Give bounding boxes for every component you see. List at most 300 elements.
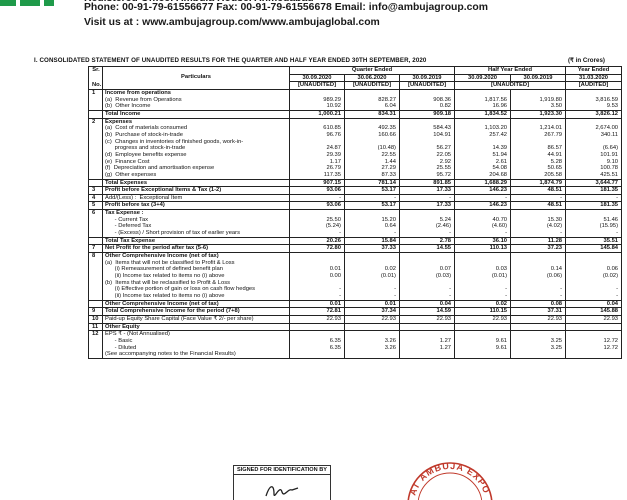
row-value: 145.88 [566, 308, 622, 316]
row-sr-no [89, 273, 103, 280]
row-value: 5.24 [400, 217, 455, 224]
table-row [89, 97, 622, 104]
row-value: 891.85 [400, 179, 455, 187]
table-row [89, 89, 622, 96]
row-value: 145.84 [566, 245, 622, 253]
row-sr-no [89, 237, 103, 245]
row-value [345, 253, 400, 260]
table-row [89, 217, 622, 224]
row-value: 1,000.21 [290, 110, 345, 118]
row-value: 1,874.79 [511, 179, 566, 187]
row-value [455, 331, 511, 338]
row-particulars: Expenses [103, 118, 290, 125]
row-sr-no [89, 110, 103, 118]
row-particulars: - Current Tax [103, 217, 290, 224]
row-value: - [345, 286, 400, 293]
row-particulars: Profit before Exceptional Items & Tax (1-2) [103, 187, 290, 195]
signature-mark [262, 478, 302, 500]
row-value: 3.25 [511, 338, 566, 345]
row-value [511, 331, 566, 338]
row-value: 3,816.59 [566, 97, 622, 104]
row-value [290, 323, 345, 331]
row-particulars: (i) Remeasurement of defined benefit plan [103, 266, 290, 273]
row-sr-no [89, 159, 103, 166]
row-value: 72.81 [290, 308, 345, 316]
table-row [89, 315, 622, 323]
row-value: 3.26 [345, 338, 400, 345]
letterhead [84, 0, 564, 30]
row-value [345, 118, 400, 125]
row-value: (0.01) [345, 273, 400, 280]
row-value [290, 351, 345, 358]
table-row [89, 323, 622, 331]
header-row-2 [89, 74, 622, 82]
row-value: 0.01 [290, 266, 345, 273]
row-value: 0.06 [566, 266, 622, 273]
col-date: 30.06.2020 [345, 74, 400, 82]
table-row [89, 152, 622, 159]
row-sr-no [89, 286, 103, 293]
row-value: 907.15 [290, 179, 345, 187]
row-value [511, 89, 566, 96]
table-row [89, 159, 622, 166]
row-value [290, 139, 345, 146]
row-particulars: Paid-up Equity Share Capital (Face Value ₹ 2/- per share) [103, 315, 290, 323]
row-value [345, 351, 400, 358]
col-status: [UNAUDITED] [345, 82, 400, 90]
row-particulars: (b) Purchase of stock-in-trade [103, 132, 290, 139]
col-quarter-ended: Quarter Ended [290, 67, 455, 75]
row-sr-no [89, 230, 103, 237]
col-date: 31.03.2020 [566, 74, 622, 82]
row-value: 10.92 [290, 103, 345, 110]
row-sr-no: 9 [89, 308, 103, 316]
row-value [455, 260, 511, 267]
table-row [89, 308, 622, 316]
row-value: (0.03) [400, 273, 455, 280]
row-value: 51.46 [566, 217, 622, 224]
row-value: 0.07 [400, 266, 455, 273]
row-particulars: (a) Revenue from Operations [103, 97, 290, 104]
row-value: 181.35 [566, 202, 622, 210]
row-value [455, 323, 511, 331]
row-value: 15.30 [511, 217, 566, 224]
stamp-label: SIGNED FOR IDENTIFICATION BY [234, 466, 330, 475]
table-row [89, 245, 622, 253]
row-particulars: (g) Other expenses [103, 172, 290, 179]
row-value: 1,923.30 [511, 110, 566, 118]
row-value: 610.85 [290, 125, 345, 132]
results-table [88, 66, 622, 359]
company-seal [400, 455, 500, 500]
row-value: 0.04 [400, 300, 455, 308]
row-value: 51.94 [455, 152, 511, 159]
row-particulars: (See accompanying notes to the Financial Results) [103, 351, 290, 358]
row-value: 37.34 [345, 308, 400, 316]
letterhead-website: Visit us at : www.ambujagroup.com/www.ambujaglobal.com [84, 17, 380, 28]
row-value: 93.06 [290, 187, 345, 195]
row-value: - [566, 293, 622, 300]
row-value: 36.10 [455, 237, 511, 245]
row-value: - [345, 194, 400, 202]
table-row [89, 338, 622, 345]
row-value: (5.24) [290, 223, 345, 230]
row-value [400, 280, 455, 287]
row-sr-no [89, 172, 103, 179]
row-value: 14.39 [455, 145, 511, 152]
row-value: - [511, 230, 566, 237]
row-value: 0.02 [455, 300, 511, 308]
row-particulars: - Deferred Tax [103, 223, 290, 230]
row-value: (0.06) [511, 273, 566, 280]
row-value: 104.91 [400, 132, 455, 139]
row-value: 15.20 [345, 217, 400, 224]
row-value [400, 139, 455, 146]
row-value: 22.55 [345, 152, 400, 159]
row-value: 1,817.56 [455, 97, 511, 104]
row-value: 93.06 [290, 202, 345, 210]
row-sr-no [89, 165, 103, 172]
col-no-label: No. [89, 82, 103, 90]
table-row [89, 179, 622, 187]
row-sr-no: 7 [89, 245, 103, 253]
row-value: 340.11 [566, 132, 622, 139]
table-row [89, 145, 622, 152]
table-row [89, 132, 622, 139]
row-particulars: Total Tax Expense [103, 237, 290, 245]
row-particulars: Profit before tax (3+4) [103, 202, 290, 210]
row-value: 37.31 [511, 308, 566, 316]
row-value: - [511, 194, 566, 202]
row-sr-no [89, 345, 103, 352]
row-value: 909.18 [400, 110, 455, 118]
table-row [89, 230, 622, 237]
row-value [400, 89, 455, 96]
row-sr-no: 4 [89, 194, 103, 202]
row-sr-no: 1 [89, 89, 103, 96]
table-row [89, 345, 622, 352]
row-value: 48.51 [511, 202, 566, 210]
row-value [511, 210, 566, 217]
row-value [455, 89, 511, 96]
row-value: 828.27 [345, 97, 400, 104]
row-value [400, 351, 455, 358]
row-value [290, 280, 345, 287]
row-sr-no [89, 132, 103, 139]
row-value: 100.78 [566, 165, 622, 172]
row-sr-no [89, 103, 103, 110]
row-particulars: EPS ₹ - (Not Annualised) [103, 331, 290, 338]
row-sr-no: 11 [89, 323, 103, 331]
row-value: - [455, 286, 511, 293]
row-value: - [400, 293, 455, 300]
row-value [400, 253, 455, 260]
row-value: 1,919.80 [511, 97, 566, 104]
row-value: 267.79 [511, 132, 566, 139]
table-row [89, 194, 622, 202]
row-value: 146.23 [455, 202, 511, 210]
row-value: 96.76 [290, 132, 345, 139]
row-sr-no [89, 266, 103, 273]
row-value: 22.93 [290, 315, 345, 323]
row-value: 48.51 [511, 187, 566, 195]
row-value: (15.95) [566, 223, 622, 230]
row-value: 50.65 [511, 165, 566, 172]
row-value [290, 210, 345, 217]
row-value [511, 351, 566, 358]
row-value [511, 139, 566, 146]
row-sr-no: 8 [89, 253, 103, 260]
row-value: 0.14 [511, 266, 566, 273]
row-particulars: (ii) Income tax related to items no (i) above [103, 293, 290, 300]
row-particulars: - Basic [103, 338, 290, 345]
row-value [345, 210, 400, 217]
row-particulars: - (Excess) / Short provision of tax of earlier years [103, 230, 290, 237]
row-value: - [345, 230, 400, 237]
row-value [290, 89, 345, 96]
table-row [89, 118, 622, 125]
row-particulars: Add/(Less) : Exceptional Item [103, 194, 290, 202]
row-value [511, 118, 566, 125]
row-value: - [290, 194, 345, 202]
table-row [89, 187, 622, 195]
row-value: 0.00 [290, 273, 345, 280]
col-half-year-ended: Half Year Ended [455, 67, 566, 75]
table-row [89, 223, 622, 230]
row-particulars: - Diluted [103, 345, 290, 352]
company-logo-fragment [0, 0, 56, 8]
row-sr-no [89, 125, 103, 132]
row-value: 3.26 [345, 345, 400, 352]
row-value: 1,688.29 [455, 179, 511, 187]
table-row [89, 293, 622, 300]
row-value: - [511, 293, 566, 300]
row-value: 5.28 [511, 159, 566, 166]
row-sr-no [89, 152, 103, 159]
row-particulars: Tax Expense : [103, 210, 290, 217]
table-row [89, 286, 622, 293]
row-value: 117.35 [290, 172, 345, 179]
row-sr-no [89, 179, 103, 187]
row-value [345, 139, 400, 146]
row-value: 37.23 [511, 245, 566, 253]
row-value: 2,674.00 [566, 125, 622, 132]
row-value: 1,214.01 [511, 125, 566, 132]
row-value: 22.93 [566, 315, 622, 323]
row-value: 834.31 [345, 110, 400, 118]
row-value: 53.17 [345, 187, 400, 195]
row-value: 908.36 [400, 97, 455, 104]
row-value [566, 253, 622, 260]
row-value [566, 210, 622, 217]
row-value [566, 89, 622, 96]
row-value: 101.91 [566, 152, 622, 159]
row-sr-no [89, 260, 103, 267]
row-value: 54.08 [455, 165, 511, 172]
row-value: 257.42 [455, 132, 511, 139]
row-value: 16.96 [455, 103, 511, 110]
units-note: (₹ in Crores) [568, 57, 605, 64]
row-sr-no [89, 300, 103, 308]
col-year-ended: Year Ended [566, 67, 622, 75]
col-status: [UNAUDITED] [400, 82, 455, 90]
row-value [345, 323, 400, 331]
row-value: 0.02 [345, 266, 400, 273]
table-row [89, 266, 622, 273]
row-value: 14.59 [400, 308, 455, 316]
row-value: 22.93 [345, 315, 400, 323]
row-sr-no: 10 [89, 315, 103, 323]
row-value: 3.50 [511, 103, 566, 110]
row-particulars: Other Comprehensive Income (net of tax) [103, 253, 290, 260]
row-value [400, 331, 455, 338]
row-value: 3,644.77 [566, 179, 622, 187]
row-value: 40.70 [455, 217, 511, 224]
row-value: (6.64) [566, 145, 622, 152]
col-date: 30.09.2019 [400, 74, 455, 82]
row-value [566, 331, 622, 338]
row-value [455, 280, 511, 287]
row-value: - [345, 293, 400, 300]
row-sr-no [89, 338, 103, 345]
row-value: 1.17 [290, 159, 345, 166]
row-value [455, 253, 511, 260]
row-value [290, 118, 345, 125]
row-value: 2.92 [400, 159, 455, 166]
row-particulars: (f) Depreciation and amortisation expense [103, 165, 290, 172]
row-value: 86.57 [511, 145, 566, 152]
table-row [89, 280, 622, 287]
row-value: 110.15 [455, 308, 511, 316]
row-value: 22.05 [400, 152, 455, 159]
row-value: 25.55 [400, 165, 455, 172]
row-value [511, 253, 566, 260]
row-sr-no: 6 [89, 210, 103, 217]
table-row [89, 300, 622, 308]
row-sr-no [89, 139, 103, 146]
row-particulars: (a) Cost of materials consumed [103, 125, 290, 132]
row-particulars: (i) Effective portion of gain or loss on cash flow hedges [103, 286, 290, 293]
row-sr-no [89, 351, 103, 358]
table-row [89, 331, 622, 338]
row-value: 1.27 [400, 338, 455, 345]
table-row [89, 165, 622, 172]
row-particulars: Total Expenses [103, 179, 290, 187]
row-sr-no [89, 293, 103, 300]
row-value: 53.17 [345, 202, 400, 210]
row-value: (0.02) [566, 273, 622, 280]
row-value: 12.72 [566, 338, 622, 345]
row-value [400, 323, 455, 331]
row-value: - [455, 230, 511, 237]
row-value: 3.25 [511, 345, 566, 352]
row-particulars: Net Profit for the period after tax (5-6) [103, 245, 290, 253]
row-value [566, 260, 622, 267]
table-row [89, 172, 622, 179]
row-sr-no: 5 [89, 202, 103, 210]
row-sr-no [89, 223, 103, 230]
row-value: 9.61 [455, 345, 511, 352]
row-value: - [566, 230, 622, 237]
row-particulars: Income from operations [103, 89, 290, 96]
row-value [345, 89, 400, 96]
row-value [511, 260, 566, 267]
row-value [455, 351, 511, 358]
row-value: 17.33 [400, 187, 455, 195]
col-sr-label: Sr. [89, 67, 103, 75]
row-value: 1,834.52 [455, 110, 511, 118]
svg-text:AT AMBUJA EXPO: AT AMBUJA EXPO [407, 460, 493, 497]
row-particulars: (c) Changes in inventories of finished goods, work-in- [103, 139, 290, 146]
row-value: 9.53 [566, 103, 622, 110]
row-value: 14.55 [400, 245, 455, 253]
row-value: - [400, 230, 455, 237]
row-sr-no [89, 217, 103, 224]
row-value: 17.33 [400, 202, 455, 210]
row-value: 56.27 [400, 145, 455, 152]
row-value: 15.84 [345, 237, 400, 245]
row-value [345, 260, 400, 267]
col-status: [UNAUDITED] [290, 82, 345, 90]
row-value: 6.35 [290, 338, 345, 345]
row-value: 1,103.20 [455, 125, 511, 132]
row-value: (10.48) [345, 145, 400, 152]
row-value: - [511, 286, 566, 293]
row-value [290, 331, 345, 338]
row-value: 35.51 [566, 237, 622, 245]
row-value: - [290, 293, 345, 300]
row-value: 22.93 [400, 315, 455, 323]
col-date: 30.09.2020 [455, 74, 511, 82]
row-value: 1.27 [400, 345, 455, 352]
row-value: 160.66 [345, 132, 400, 139]
row-value: 25.50 [290, 217, 345, 224]
row-value [455, 118, 511, 125]
row-value: 72.80 [290, 245, 345, 253]
row-particulars: Other Comprehensive Income (net of tax) [103, 300, 290, 308]
row-value: 20.26 [290, 237, 345, 245]
row-value: - [400, 194, 455, 202]
row-value [511, 280, 566, 287]
row-value: 37.33 [345, 245, 400, 253]
table-row [89, 202, 622, 210]
row-value: 781.14 [345, 179, 400, 187]
row-particulars: Total Income [103, 110, 290, 118]
row-value: 95.72 [400, 172, 455, 179]
row-value [290, 260, 345, 267]
row-particulars: (b) Items that will be reclassified to Profit & Loss [103, 280, 290, 287]
row-value: 584.43 [400, 125, 455, 132]
row-value: 22.93 [511, 315, 566, 323]
row-value: 0.08 [511, 300, 566, 308]
identification-stamp [233, 465, 331, 500]
row-value: 26.79 [290, 165, 345, 172]
table-row [89, 253, 622, 260]
row-value: (0.01) [455, 273, 511, 280]
row-value: - [400, 286, 455, 293]
table-row [89, 110, 622, 118]
row-value: 110.13 [455, 245, 511, 253]
row-value: 425.51 [566, 172, 622, 179]
row-value [345, 280, 400, 287]
row-value [345, 331, 400, 338]
letterhead-cut-line [84, 0, 314, 1]
row-value: 146.23 [455, 187, 511, 195]
row-value: 9.61 [455, 338, 511, 345]
row-value: (2.46) [400, 223, 455, 230]
row-value: 0.01 [290, 300, 345, 308]
row-value: - [455, 293, 511, 300]
